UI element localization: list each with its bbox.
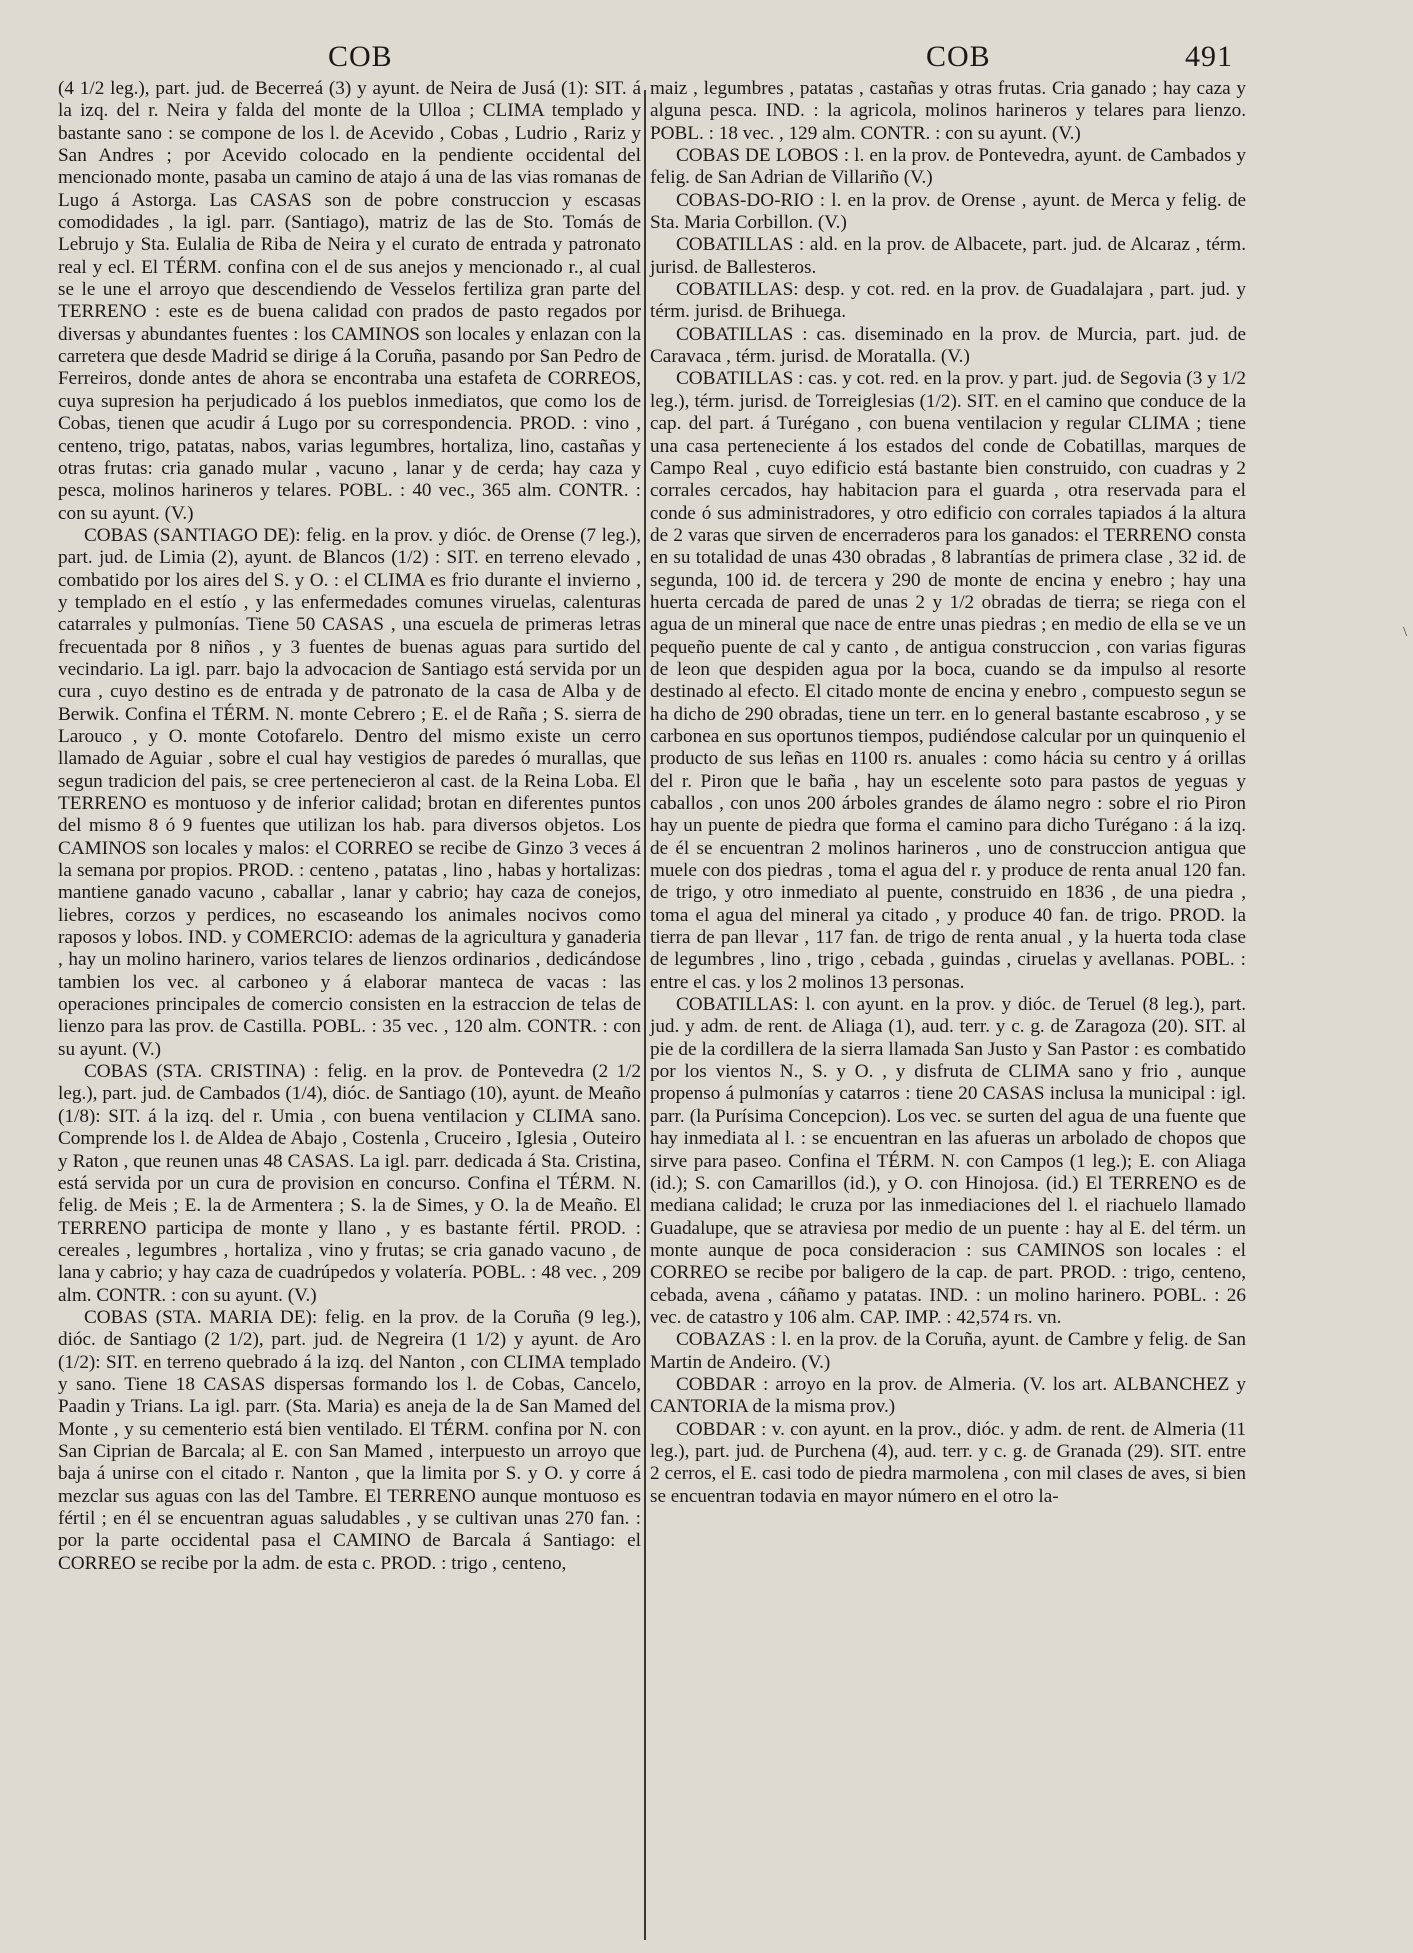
page-number: 491 <box>1185 40 1233 73</box>
entry-cobas-sta-maria: COBAS (STA. MARIA DE): felig. en la prov. de la Coruña (9 leg.), dióc. de Santiago (2 1/2), part. jud. de Negreira (1 1/2) y ayunt. de Aro (1/2): SIT. en terreno quebrado á la izq. del Nanton , con CLIMA templado y sano. Tiene 18 CASAS dispersas formando los l. de Cobas, Cancelo, Paadin y Trians. La igl. parr. (Sta. Maria) es aneja de la de San Mamed del Monte , y su cementerio está bien ventilado. El TÉRM. confina por N. con San Ciprian de Barcala; al E. con San Mamed , interpuesto un arroyo que baja á unirse con el citado r. Nanton , que la limita por S. y O. y corre á mezclar sus aguas con las del Tambre. El TERRENO aunque montuoso es fértil ; en él se encuentran aguas saludables , y se cultivan unas 270 fan. : por la parte occidental pasa el CAMINO de Barcala á Santiago: el CORREO se recibe por la adm. de esta c. PROD. : trigo , centeno, <box>58 1306 641 1574</box>
right-column <box>650 78 1246 1508</box>
entry-cobas-santiago: COBAS (SANTIAGO DE): felig. en la prov. y dióc. de Orense (7 leg.), part. jud. de Limia (2), ayunt. de Blancos (1/2) : SIT. en terreno elevado , combatido por los aires del S. y O. : el CLIMA es frio durante el invierno , y templado en el estío , y las enfermedades comunes viruelas, calenturas catarrales y pulmonías. Tiene 50 CASAS , una escuela de primeras letras frecuentada por 8 niños , y 3 fuentes de buenas aguas para surtido del vecindario. La igl. parr. bajo la advocacion de Santiago está servida por un cura , cuyo destino es de entrada y de patronato de la casa de Alba y de Berwik. Confina el TÉRM. N. monte Cebrero ; E. el de Raña ; S. sierra de Larouco , y O. monte Cotofarelo. Dentro del mismo existe un cerro llamado de Aguiar , sobre el cual hay vestigios de paredes ó murallas, que segun tradicion del pais, se cree pertenecieron al cast. de la Reina Loba. El TERRENO es montuoso y de inferior calidad; brotan en diferentes puntos del mismo 8 ó 9 fuentes que utilizan los hab. para diversos objetos. Los CAMINOS son locales y malos: el CORREO se recibe de Ginzo 3 veces á la semana por propios. PROD. : centeno , patatas , lino , habas y hortalizas: mantiene ganado vacuno , caballar , lanar y cabrio; hay caza de conejos, liebres, corzos y perdices, no escaseando los animales nocivos como raposos y lobos. IND. y COMERCIO: ademas de la agricultura y ganaderia , hay un molino harinero, varios telares de lienzos ordinarios , dedicándose tambien los vec. al carboneo y á elaborar manteca de vacas : las operaciones principales de comercio consisten en la estraccion de telas de lienzo para las prov. de Castilla. POBL. : 35 vec. , 120 alm. CONTR. : con su ayunt. (V.) <box>58 524 641 1060</box>
entry-cobdar-arroyo: COBDAR : arroyo en la prov. de Almeria. (V. los art. ALBANCHEZ y CANTORIA de la misma prov.) <box>650 1373 1246 1418</box>
entry-cobatillas-segovia: COBATILLAS : cas. y cot. red. en la prov. y part. jud. de Segovia (3 y 1/2 leg.), térm. jurisd. de Torreiglesias (1/2). SIT. en el camino que conduce de la cap. del part. á Turégano , con buena ventilacion y regular CLIMA ; tiene una casa perteneciente á los estados del conde de Cobatillas, marques de Campo Real , cuyo edificio está bastante bien construido, con cuadras y 2 corrales cercados, hay habitacion para el guarda , otra reservada para el conde ó sus administradores, y otro edificio con corrales tapiados á la altura de 2 varas que sirven de encerraderos para los ganados: el TERRENO consta en su totalidad de unas 430 obradas , 8 labrantías de primera clase , 32 id. de segunda, 100 id. de tercera y 290 de monte de encina y enebro ; hay una huerta cercada de pared de unas 2 y 1/2 obradas de tierra; se riega con el agua de un mineral que nace de entre unas piedras ; en medio de ella se ve un pequeño puente de cal y canto , de antigua construccion , con varias figuras de leon que despiden agua por la boca, cuando se da impulso al resorte destinado al efecto. El citado monte de encina y enebro , compuesto segun se ha dicho de 290 obradas, tiene un terr. en lo general bastante escabroso , y se carbonea en sus oportunos tiempos, pudiéndose calcular por un quinquenio el producto de sus leñas en 1100 rs. anuales : como hácia su centro y á orillas del r. Piron que le baña , hay un escelente soto para pastos de yeguas y caballos , con unos 200 árboles grandes de álamo negro : sobre el rio Piron hay un puente de piedra que forma el camino para dicho Turégano : á la izq. de él se encuentran 2 molinos harineros , uno de construccion antigua que muele con dos piedras , toma el agua del r. y produce de renta anual 120 fan. de trigo, y otro inmediato al puente, construido en 1836 , de una piedra , toma el agua del mineral ya citado , y produce 40 fan. de trigo. PROD. la tierra de pan llevar , 117 fan. de trigo de renta anual , y la huerta toda clase de legumbres , lino , trigo , cebada , guindas , ciruelas y avellanas. POBL. : entre el cas. y los 2 molinos 13 personas. <box>650 368 1247 993</box>
entry-cobazas: COBAZAS : l. en la prov. de la Coruña, ayunt. de Cambre y felig. de San Martin de Andeiro. (V.) <box>650 1329 1246 1373</box>
entry-continuation-right: maiz , legumbres , patatas , castañas y otras frutas. Cria ganado ; hay caza y alguna pesca. IND. : la agricola, molinos harineros y telares para lienzo. POBL. : 18 vec. , 129 alm. CONTR. : con su ayunt. (V.) <box>650 78 1246 144</box>
entry-cobas-do-rio: COBAS-DO-RIO : l. en la prov. de Orense , ayunt. de Merca y felig. de Sta. Maria Corbillon. (V.) <box>650 189 1246 234</box>
entry-continuation: (4 1/2 leg.), part. jud. de Becerreá (3) y ayunt. de Neira de Jusá (1): SIT. á la izq. del r. Neira y falda del monte de la Ulloa ; CLIMA templado y bastante sano : se compone de los l. de Acevido , Cobas , Ludrio , Rariz y San Andres ; por Acevido colocado en la pendiente occidental del mencionado monte, pasaba un camino de atajo á una de las vias romanas de Lugo á Astorga. Las CASAS son de pobre construccion y escasas comodidades , la igl. parr. (Santiago), matriz de las de Sto. Tomás de Lebrujo y Sta. Eulalia de Riba de Neira y el curato de entrada y patronato real y ecl. El TÉRM. confina con el de sus anejos y mencionado r., al cual se le une el arroyo que descendiendo de Vesselos fertiliza gran parte del TERRENO : este es de buena calidad con prados de pasto regados por diversas y abundantes fuentes : los CAMINOS son locales y enlazan con la carretera que desde Madrid se dirige á la Coruña, pasando por San Pedro de Ferreiros, donde antes de ahora se encontraba una estafeta de CORREOS, cuya supresion ha perjudicado á los pueblos inmediatos, que como los de Cobas, tienen que acudir á Lugo por su correspondencia. PROD. : vino , centeno, trigo, patatas, nabos, varias legumbres, hortaliza, lino, castañas y otras frutas: cria ganado mular , vacuno , lanar y de cerda; hay caza y pesca, molinos harineros y telares. POBL. : 40 vec., 365 alm. CONTR. : con su ayunt. (V.) <box>58 78 641 524</box>
entry-cobatillas-guadalajara: COBATILLAS: desp. y cot. red. en la prov. de Guadalajara , part. jud. y térm. jurisd. de Brihuega. <box>650 279 1246 323</box>
running-head-right: COB <box>926 40 991 73</box>
entry-cobdar-villa: COBDAR : v. con ayunt. en la prov., dióc. y adm. de rent. de Almeria (11 leg.), part. jud. de Purchena (4), aud. terr. y c. g. de Granada (29). SIT. entre 2 cerros, el E. casi todo de piedra marmolena , con mil clases de aves, si bien se encuentran todavia en mayor número en el otro la- <box>650 1418 1246 1507</box>
running-head-left: COB <box>328 40 393 73</box>
column-rule <box>644 90 646 1940</box>
entry-cobatillas-albacete: COBATILLAS : ald. en la prov. de Albacete, part. jud. de Alcaraz , térm. jurisd. de Ballesteros. <box>650 234 1246 278</box>
entry-cobatillas-teruel: COBATILLAS: l. con ayunt. en la prov. y dióc. de Teruel (8 leg.), part. jud. y adm. de rent. de Aliaga (1), aud. terr. y c. g. de Zaragoza (20). SIT. al pie de la cordillera de la sierra llamada San Justo y San Pastor : es combatido por los vientos N., S. y O. , y disfruta de CLIMA sano y frio , aunque propenso á pulmonías y catarros : tiene 20 CASAS inclusa la municipal : igl. parr. (la Purísima Concepcion). Los vec. se surten del agua de una fuente que hay inmediata al l. : se encuentran en las afueras un arbolado de chopos que sirve para paseo. Confina el TÉRM. N. con Campos (1 leg.); E. con Aliaga (id.); S. con Camarillos (id.), y O. con Hinojosa. (id.) El TERRENO es de mediana calidad; le cruza por las inmediaciones del l. el riachuelo llamado Guadalupe, que se atraviesa por medio de un puente : hay al E. del térm. un monte aunque de poca consideracion : sus CAMINOS son locales : el CORREO se recibe por baligero de la cap. de part. PROD. : trigo, centeno, cebada, avena , cáñamo y patatas. IND. : un molino harinero. POBL. : 26 vec. de catastro y 106 alm. CAP. IMP. : 42,574 rs. vn. <box>650 994 1246 1328</box>
left-column <box>58 78 641 1575</box>
entry-cobatillas-murcia: COBATILLAS : cas. diseminado en la prov. de Murcia, part. jud. de Caravaca , térm. jurisd. de Moratalla. (V.) <box>650 323 1246 368</box>
margin-mark: \ <box>1403 625 1407 640</box>
entry-cobas-de-lobos: COBAS DE LOBOS : l. en la prov. de Pontevedra, ayunt. de Cambados y felig. de San Adrian de Villariño (V.) <box>650 145 1246 189</box>
entry-cobas-sta-cristina: COBAS (STA. CRISTINA) : felig. en la prov. de Pontevedra (2 1/2 leg.), part. jud. de Cambados (1/4), dióc. de Santiago (10), ayunt. de Meaño (1/8): SIT. á la izq. del r. Umia , con buena ventilacion y CLIMA sano. Comprende los l. de Aldea de Abajo , Costenla , Cruceiro , Iglesia , Outeiro y Raton , que reunen unas 48 CASAS. La igl. parr. dedicada á Sta. Cristina, está servida por un cura de provision en concurso. Confina el TÉRM. N. felig. de Meis ; E. la de Armentera ; S. la de Simes, y O. la de Meaño. El TERRENO participa de monte y llano , y es bastante fértil. PROD. : cereales , legumbres , hortaliza , vino y frutas; se cria ganado vacuno , de lana y cabrio; y hay caza de cuadrúpedos y volatería. POBL. : 48 vec. , 209 alm. CONTR. : con su ayunt. (V.) <box>58 1061 641 1306</box>
